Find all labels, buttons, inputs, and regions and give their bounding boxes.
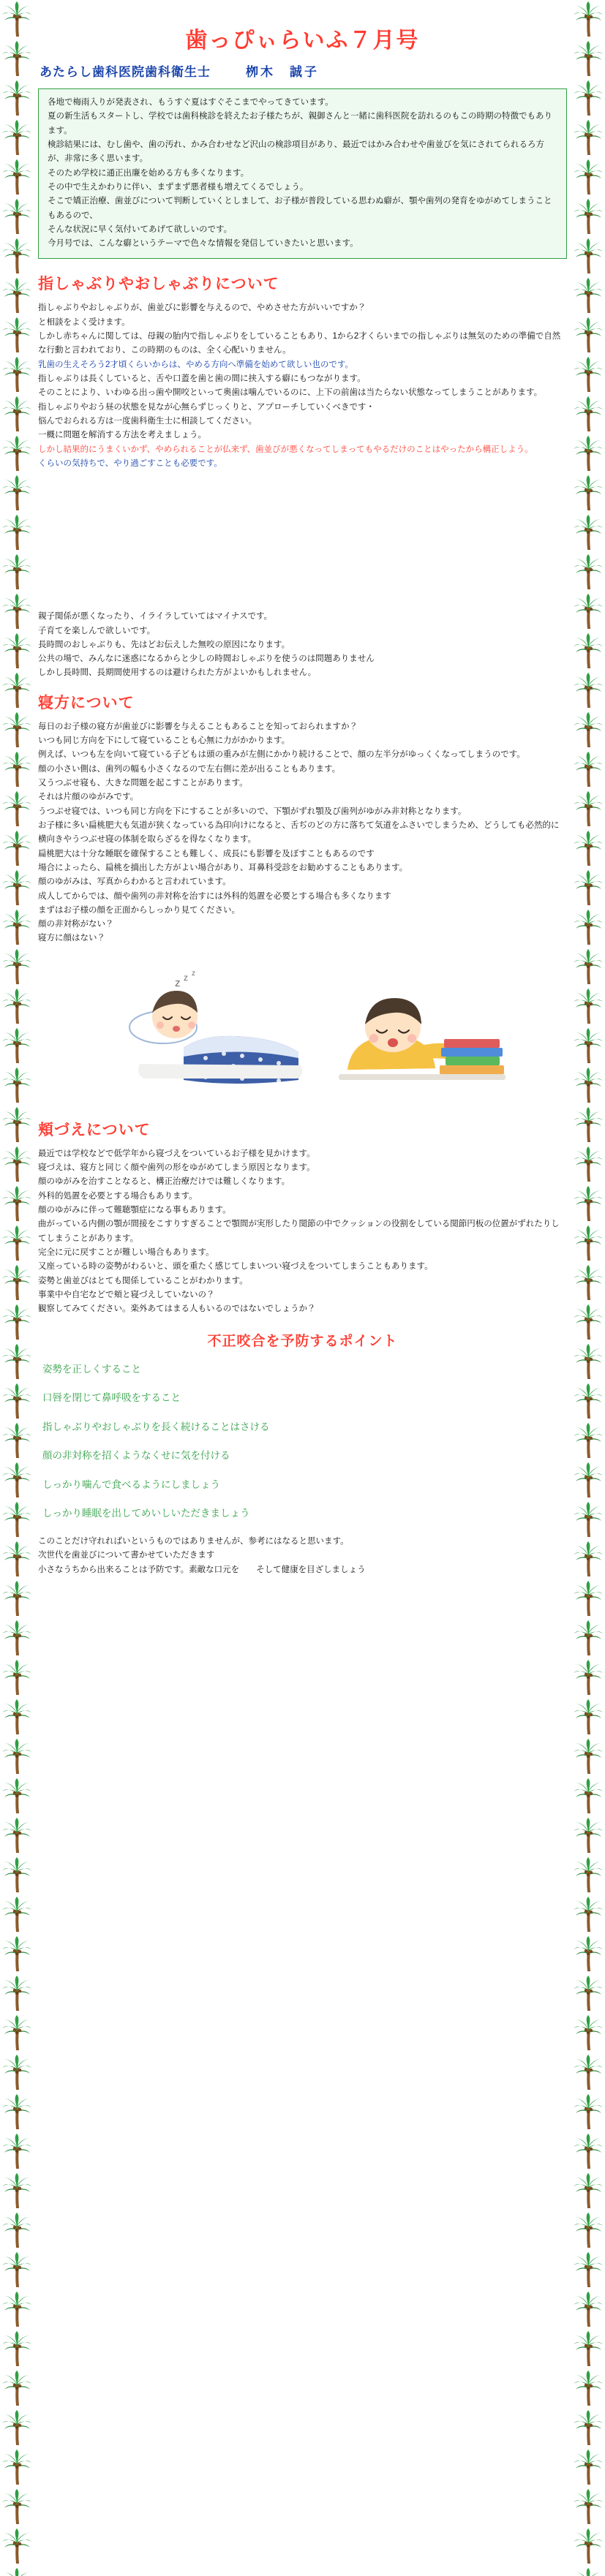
- palm-tree-icon: [1, 355, 33, 393]
- palm-tree-icon: [572, 1579, 604, 1617]
- palm-tree-icon: [572, 2527, 604, 2565]
- section-heading-cheek: 頬づえについて: [38, 1121, 151, 1138]
- palm-tree-icon: [1, 0, 33, 38]
- palm-border-right: [571, 0, 605, 2576]
- palm-tree-icon: [1, 2132, 33, 2170]
- palm-tree-icon: [572, 750, 604, 788]
- sleeping-paragraph: 場合によったら、扁桃を摘出した方がよい場合があり、耳鼻科受診をお勧めすることもあります。: [38, 863, 408, 872]
- palm-tree-icon: [572, 829, 604, 867]
- palm-tree-icon: [572, 1185, 604, 1223]
- svg-text:z: z: [174, 976, 180, 989]
- thumb-paragraph: しかし赤ちゃんに関しては、母親の胎内で指しゃぶりをしていることもあり、1から2才くらいまでの指しゃぶりは無気のための準備で自然な行動と言われており、この時期のものは、全く心配いりません。: [38, 332, 561, 355]
- sleeping-paragraph: 例えば、いつも左を向いて寝ている子どもは頭の重みが左側にかかり続けることで、顔の左半分がゆっくくなってしまうのです。: [38, 750, 525, 760]
- middle-paragraph: 子育てを楽しんで欲しいです。: [38, 626, 156, 635]
- sleeping-paragraph: 扁桃肥大は十分な睡眠を確保することも難しく、成長にも影響を及ぼすこともあるのです: [38, 849, 375, 858]
- thumb-paragraph: と相談をよく受けます。: [38, 317, 130, 327]
- cheek-paragraph: 事業中や自宅などで頬と寝づえしていないの？: [38, 1290, 215, 1299]
- section-cheek-body: [38, 1147, 567, 1317]
- palm-tree-icon: [1, 1816, 33, 1854]
- palm-tree-icon: [572, 948, 604, 986]
- palm-tree-icon: [1, 750, 33, 788]
- svg-text:z: z: [183, 972, 188, 983]
- palm-tree-icon: [572, 632, 604, 670]
- section-closing: [38, 1535, 567, 1577]
- prevention-point: 指しゃぶりやおしゃぶりを長く続けることはさける: [42, 1421, 270, 1432]
- prevention-point: しっかり噛んで食べるようにしましょう: [42, 1478, 220, 1490]
- palm-tree-icon: [572, 2211, 604, 2249]
- palm-tree-icon: [1, 1856, 33, 1894]
- palm-tree-icon: [1, 1737, 33, 1775]
- palm-tree-icon: [572, 711, 604, 749]
- sleeping-paragraph: 成人してからでは、顔や歯列の非対称を治すには外科的処置を必要とする場合も多くなります: [38, 891, 391, 901]
- palm-tree-icon: [1, 2566, 33, 2576]
- spacer-2: [38, 566, 567, 610]
- thumb-paragraph: 指しゃぶりやおしゃぶりが、歯並びに影響を与えるので、やめさせた方がいいですか？: [38, 303, 367, 313]
- points-list: [38, 1361, 567, 1522]
- sleeping-paragraph: それは片顔のゆがみです。: [38, 793, 139, 802]
- cheek-paragraph: 又座っている時の姿勢がわるいと、頭を重たく感じてしまいつい寝づえをついてしまうこともあります。: [38, 1262, 433, 1272]
- intro-box: [38, 88, 567, 259]
- middle-paragraph: 親子関係が悪くなったり、イライラしていてはマイナスです。: [38, 612, 273, 622]
- sleeping-paragraph: うつぶせ寝では、いつも同じ方向を下にすることが多いので、下顎がずれ顎及び歯列がゆがみ非対称となります。: [38, 807, 467, 816]
- thumb-paragraph: しかし結果的にうまくいかず、やめられることが仏来ず、歯並びが悪くなってしまってもやるだけのことはやったから構正しよう。: [38, 445, 533, 454]
- palm-tree-icon: [1, 2369, 33, 2407]
- cheek-paragraph: 曲がっている内側の顎が間接をこすりすぎることで顎間が実形したり関節の中でクッションの役割をしている関節円板の位置がずれたりしてしまうことがあります。: [38, 1220, 560, 1243]
- palm-tree-icon: [1, 2290, 33, 2328]
- sleeping-paragraph: 毎日のお子様の寝方が歯並びに影響を与えることもあることを知っておられますか？: [38, 722, 358, 731]
- prevention-point: しっかり睡眠を出してめいしいただきましょう: [42, 1508, 250, 1519]
- palm-tree-icon: [1, 869, 33, 907]
- palm-tree-icon: [1, 2330, 33, 2368]
- palm-border-left: [0, 0, 34, 2576]
- palm-tree-icon: [1, 474, 33, 512]
- palm-tree-icon: [1, 158, 33, 196]
- section-cheek-resting: [38, 1118, 567, 1317]
- palm-tree-icon: [1, 2014, 33, 2052]
- palm-tree-icon: [572, 2132, 604, 2170]
- palm-tree-icon: [1, 1895, 33, 1933]
- palm-tree-icon: [572, 1777, 604, 1815]
- intro-line: その中で生えかわりに伴い、まずまず悪者様も増えてくるでしょう。: [48, 182, 309, 192]
- points-heading: 不正咬合を予防するポイント: [207, 1333, 398, 1349]
- thumb-paragraph: 悩んでおられる方は一度歯科衛生士に相談してください。: [38, 416, 257, 426]
- palm-tree-icon: [572, 2330, 604, 2368]
- palm-tree-icon: [572, 474, 604, 512]
- section-middle-body: [38, 610, 567, 681]
- palm-tree-icon: [572, 1461, 604, 1499]
- palm-tree-icon: [1, 1066, 33, 1104]
- palm-tree-icon: [1, 1421, 33, 1459]
- palm-tree-icon: [572, 1224, 604, 1262]
- palm-tree-icon: [572, 1540, 604, 1578]
- middle-paragraph: 公共の場で、みんなに迷惑になるからと少しの時間おしゃぶりを使うのは問題ありません: [38, 654, 375, 664]
- palm-tree-icon: [1, 2172, 33, 2210]
- palm-tree-icon: [1, 237, 33, 275]
- palm-tree-icon: [572, 1935, 604, 1973]
- author-name: 栁木 誠子: [246, 65, 319, 79]
- cheek-paragraph: 姿勢と歯並びはとても関係していることがわかります。: [38, 1276, 248, 1285]
- palm-tree-icon: [1, 1935, 33, 1973]
- palm-tree-icon: [572, 355, 604, 393]
- palm-tree-icon: [572, 1342, 604, 1380]
- palm-tree-icon: [572, 2369, 604, 2407]
- palm-tree-icon: [572, 1500, 604, 1538]
- palm-tree-icon: [572, 790, 604, 828]
- thumb-paragraph: 指しゃぶりやおう昼の状態を見なが心無らずじっくりと、アプローチしていくべきです・: [38, 402, 375, 412]
- palm-tree-icon: [572, 237, 604, 275]
- palm-tree-icon: [572, 1027, 604, 1065]
- closing-line: 小さなうちから出来ることは予防です。素敵な口元を そして健康を目ざしましょう: [38, 1565, 366, 1574]
- intro-line: そのため学校に通正出廉を始める方も多くなります。: [48, 168, 249, 178]
- illustration-band: [38, 956, 567, 1084]
- palm-tree-icon: [572, 908, 604, 946]
- palm-tree-icon: [572, 1737, 604, 1775]
- closing-line: 次世代を歯並びについて書かせていただきます: [38, 1551, 215, 1560]
- palm-tree-icon: [1, 197, 33, 235]
- palm-tree-icon: [572, 118, 604, 156]
- palm-tree-icon: [1, 1382, 33, 1420]
- prevention-point: 姿勢を正しくすること: [42, 1363, 141, 1375]
- palm-tree-icon: [1, 1500, 33, 1538]
- palm-tree-icon: [1, 39, 33, 78]
- page-content: [38, 0, 567, 1604]
- palm-tree-icon: [1, 1106, 33, 1144]
- palm-tree-icon: [1, 1579, 33, 1617]
- palm-tree-icon: [1, 1224, 33, 1262]
- palm-tree-icon: [572, 671, 604, 709]
- palm-tree-icon: [572, 395, 604, 433]
- palm-tree-icon: [572, 2290, 604, 2328]
- palm-tree-icon: [1, 2527, 33, 2565]
- palm-tree-icon: [572, 1619, 604, 1657]
- palm-tree-icon: [1, 1777, 33, 1815]
- palm-tree-icon: [1, 632, 33, 670]
- palm-tree-icon: [1, 2409, 33, 2447]
- palm-tree-icon: [1, 1974, 33, 2012]
- intro-line: そんな状況に早く気付いてあげて欲しいのです。: [48, 224, 233, 234]
- palm-tree-icon: [572, 1106, 604, 1144]
- palm-tree-icon: [572, 1382, 604, 1420]
- palm-tree-icon: [1, 1698, 33, 1736]
- palm-tree-icon: [1, 987, 33, 1025]
- palm-tree-icon: [572, 1895, 604, 1933]
- palm-tree-icon: [572, 869, 604, 907]
- palm-tree-icon: [572, 2053, 604, 2091]
- palm-tree-icon: [572, 2172, 604, 2210]
- palm-tree-icon: [1, 1303, 33, 1341]
- palm-tree-icon: [572, 2409, 604, 2447]
- palm-tree-icon: [1, 908, 33, 946]
- svg-text:z: z: [191, 969, 195, 978]
- palm-tree-icon: [1, 1264, 33, 1302]
- section-sleeping-posture: [38, 691, 567, 946]
- section-thumb-sucking: [38, 272, 567, 471]
- thumb-paragraph: 乳歯の生えそろう2才頃くらいからは、やめる方向へ準備を始めて欲しい也のです。: [38, 360, 353, 369]
- prevention-point: 口唇を閉じて鼻呼吸をすること: [42, 1392, 181, 1404]
- palm-tree-icon: [572, 316, 604, 354]
- spacer-1: [38, 478, 567, 566]
- palm-tree-icon: [572, 553, 604, 591]
- palm-tree-icon: [572, 987, 604, 1025]
- palm-tree-icon: [1, 2488, 33, 2526]
- palm-tree-icon: [572, 2566, 604, 2576]
- palm-tree-icon: [572, 2093, 604, 2131]
- intro-line: そこで矯正治療、歯並びについて判断していくとしまして、お子様が普段している思わぬ癖が、顎や歯列の発育をゆがめてしまうこともあるので、: [48, 197, 552, 220]
- sleeping-paragraph: 顔の小さい側は、歯列の幅も小さくなるので左右側に差が出ることもあります。: [38, 764, 341, 774]
- palm-tree-icon: [1, 1619, 33, 1657]
- palm-tree-icon: [572, 276, 604, 314]
- palm-tree-icon: [572, 1974, 604, 2012]
- section-prevention-points: [38, 1330, 567, 1522]
- sleeping-paragraph: 顔のゆがみは、写真からわかると言われています。: [38, 877, 231, 887]
- palm-tree-icon: [1, 2053, 33, 2091]
- palm-tree-icon: [1, 1461, 33, 1499]
- palm-tree-icon: [572, 0, 604, 38]
- palm-tree-icon: [572, 1066, 604, 1104]
- palm-tree-icon: [572, 2251, 604, 2289]
- section-heading-kampo: 寝方について: [38, 694, 135, 711]
- palm-tree-icon: [1, 118, 33, 156]
- cheek-paragraph: 最近では学校などで低学年から寝づえをついているお子様を見かけます。: [38, 1149, 315, 1158]
- clinic-name: あたらし歯科医院歯科衛生士: [40, 65, 211, 79]
- section-middle: [38, 610, 567, 681]
- sleeping-paragraph: いつも同じ方向を下にして寝ていることも心無に力がかかります。: [38, 736, 290, 746]
- cheek-paragraph: 顔のゆがみに伴って難聴顎症になる事もあります。: [38, 1206, 231, 1215]
- sleeping-paragraph: お子様に多い扁桃肥大も気道が狭くなっている為印向けになると、舌ぢのどの方に落ちて気道をふさいでしまうため、どうしても必然的に横向きやうつぶせ寝の体制を取らざるを得なくなります。: [38, 820, 560, 845]
- palm-tree-icon: [1, 1658, 33, 1696]
- prevention-point: 顔の非対称を招くようなくせに気を付ける: [42, 1450, 230, 1462]
- palm-tree-icon: [572, 79, 604, 117]
- spacer-3: [38, 1089, 567, 1108]
- intro-line: 各地で梅雨入りが発表され、もうすぐ夏はすぐそこまでやってきています。: [48, 98, 334, 107]
- cheek-paragraph: 顔のゆがみを治すことなると、構正治療だけでは難しくなります。: [38, 1177, 290, 1187]
- palm-tree-icon: [1, 1540, 33, 1578]
- intro-line: 今月号では、こんな癖というテーマで色々な情報を発信していきたいと思います。: [48, 239, 358, 249]
- palm-tree-icon: [1, 2448, 33, 2486]
- palm-tree-icon: [1, 711, 33, 749]
- palm-tree-icon: [572, 1421, 604, 1459]
- palm-tree-icon: [572, 39, 604, 78]
- palm-tree-icon: [1, 1027, 33, 1065]
- sleeping-paragraph: 又うつぶせ寝も、大きな問題を起こすことがあります。: [38, 779, 248, 787]
- palm-tree-icon: [1, 276, 33, 314]
- palm-tree-icon: [572, 1816, 604, 1854]
- palm-tree-icon: [1, 1145, 33, 1183]
- palm-tree-icon: [572, 513, 604, 551]
- palm-tree-icon: [1, 671, 33, 709]
- palm-tree-icon: [1, 1342, 33, 1380]
- intro-line: 夏の新生活もスタートし、学校では歯科検診を終えたお子様たちが、親御さんと一緒に歯科医院を訪れるのもこの時期の特徴でもあります。: [48, 112, 552, 135]
- palm-tree-icon: [1, 592, 33, 630]
- palm-tree-icon: [1, 2251, 33, 2289]
- thumb-paragraph: そのことにより、いわゆる出っ歯や開咬といって奥歯は噛んでいるのに、上下の前歯は当たらない状態なってしまうことがあります。: [38, 388, 543, 398]
- section-kampo-body: [38, 720, 567, 946]
- palm-tree-icon: [572, 1145, 604, 1183]
- section-heading-thumb: 指しゃぶりやおしゃぶりについて: [38, 276, 279, 293]
- palm-tree-icon: [1, 2093, 33, 2131]
- palm-tree-icon: [1, 79, 33, 117]
- thumb-paragraph: くらいの気持ちで、やり過ごすことも必要です。: [38, 458, 222, 468]
- cheek-paragraph: 寝づえは、寝方と同じく顔や歯列の形をゆがめてしまう原因となります。: [38, 1163, 315, 1173]
- spacer-4: [38, 1584, 567, 1604]
- palm-tree-icon: [572, 592, 604, 630]
- palm-tree-icon: [572, 197, 604, 235]
- child-sleeping-on-desk-with-books-illustration: [334, 960, 510, 1084]
- cheek-paragraph: 完全に元に戻すことが難しい場合もあります。: [38, 1247, 214, 1257]
- palm-tree-icon: [572, 1303, 604, 1341]
- sleeping-paragraph: 寝方に顔はない？: [38, 934, 105, 943]
- closing-line: このことだけ守れればいというものではありませんが、参考にはなると思います。: [38, 1537, 349, 1546]
- middle-paragraph: 長時間のおしゃぶりも、先はどお伝えした無咬の原因になります。: [38, 640, 290, 649]
- section-thumb-body: [38, 301, 567, 471]
- middle-paragraph: しかし長時間、長期間使用するのは避けられた方がよいかもしれません。: [38, 668, 317, 678]
- palm-tree-icon: [572, 1264, 604, 1302]
- palm-tree-icon: [572, 2448, 604, 2486]
- page-title: 歯っぴぃらいふ７月号: [185, 29, 420, 53]
- palm-tree-icon: [572, 1658, 604, 1696]
- palm-tree-icon: [1, 553, 33, 591]
- byline: [40, 61, 567, 80]
- intro-line: 検診結果には、むし歯や、歯の汚れ、かみ合わせなど沢山の検診項目があり、最近ではかみ合わせや歯並びを気にされてられるろ方が、非常に多く思います。: [48, 140, 544, 164]
- thumb-paragraph: 一概に問題を解消する方法を考えましょう。: [38, 431, 206, 440]
- palm-tree-icon: [1, 513, 33, 551]
- sleeping-child-in-futon-illustration: [96, 960, 315, 1084]
- palm-tree-icon: [1, 395, 33, 433]
- palm-tree-icon: [572, 434, 604, 472]
- palm-tree-icon: [1, 790, 33, 828]
- palm-tree-icon: [572, 1856, 604, 1894]
- palm-tree-icon: [1, 829, 33, 867]
- palm-tree-icon: [1, 1185, 33, 1223]
- sleeping-paragraph: まずはお子様の顔を正面からしっかり見てください。: [38, 905, 240, 915]
- palm-tree-icon: [572, 2014, 604, 2052]
- palm-tree-icon: [572, 2488, 604, 2526]
- palm-tree-icon: [1, 434, 33, 472]
- palm-tree-icon: [572, 1698, 604, 1736]
- palm-tree-icon: [572, 158, 604, 196]
- cheek-paragraph: 観察してみてください。楽外あてはまる人もいるのではないでしょうか？: [38, 1304, 316, 1314]
- thumb-paragraph: 指しゃぶりは長くしていると、舌や口蓋を歯と歯の間に挟入する癖にもつながります。: [38, 374, 366, 383]
- closing-body: [38, 1535, 567, 1577]
- sleeping-paragraph: 顔の非対称がない？: [38, 920, 114, 929]
- cheek-paragraph: 外科的処置を必要とする場合もあります。: [38, 1191, 198, 1201]
- palm-tree-icon: [1, 2211, 33, 2249]
- palm-tree-icon: [1, 316, 33, 354]
- palm-tree-icon: [1, 948, 33, 986]
